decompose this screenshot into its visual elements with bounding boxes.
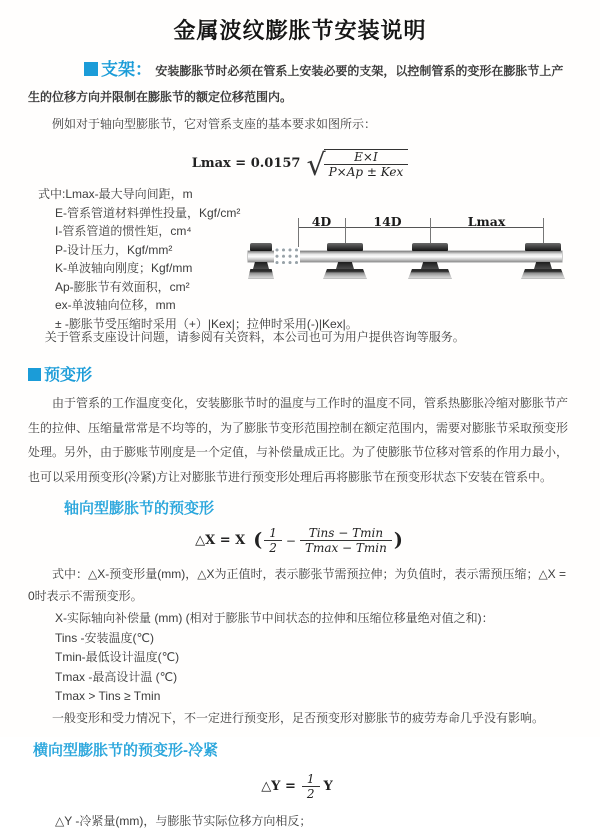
support-neck xyxy=(534,262,552,269)
lateral-note-line: △Y -冷紧量(mm)，与膨胀节实际位移方向相反； xyxy=(55,813,312,828)
support-example-line: 例如对于轴向型膨胀节，它对管系支座的基本要求如图所示： xyxy=(52,117,377,131)
axial-predeform-formula xyxy=(0,526,600,555)
support-clamp xyxy=(327,243,363,251)
support-note-line: 关于管系支座设计问题，请参阅有关资料，本公司也可为用户提供咨询等服务。 xyxy=(44,330,465,344)
formula3-lhs: △Y = xyxy=(261,778,296,794)
bellows-expansion-joint xyxy=(274,247,300,266)
definition-line: 式中:Lmax-最大导向间距，m xyxy=(38,187,193,201)
formula1-denominator: P×Ap ± Kex xyxy=(324,164,409,179)
definition-line: Ap-膨胀节有效面积，cm² xyxy=(55,279,190,294)
axial-variable-lines xyxy=(55,609,600,707)
pipe-guide-support xyxy=(323,243,367,283)
pipe-support-diagram xyxy=(248,215,593,310)
formula3-denominator: 2 xyxy=(302,786,320,801)
definition-line: E-管系管道材料弹性投量，Kgf/cm² xyxy=(55,205,241,220)
radical-sign: √ xyxy=(306,148,326,183)
variable-line: Tmax -最高设计温 (℃) xyxy=(55,669,178,684)
support-clamp xyxy=(250,243,272,251)
lateral-coldtight-formula xyxy=(0,772,600,801)
support-clamp xyxy=(525,243,561,251)
formula1-numerator: E×I xyxy=(354,150,378,164)
support-paragraph xyxy=(28,57,572,110)
formula2-rparen: ) xyxy=(393,529,403,551)
definition-line: ± -膨胀节受压缩时采用（+）|Kex|；拉伸时采用(-)|Kex|。 xyxy=(55,316,358,331)
definition-line: P-设计压力，Kgf/mm² xyxy=(55,242,173,257)
variable-line: X-实际轴向补偿量 (mm) (相对于膨胀节中间状态的拉伸和压缩位移量绝对值之和)： xyxy=(55,611,494,625)
half-numerator: 1 xyxy=(269,526,277,540)
pipe-anchor-support xyxy=(248,243,274,283)
formula2-lparen: ( xyxy=(253,529,263,551)
support-section-heading: 支架： xyxy=(101,60,152,79)
predeform-section-heading-row xyxy=(28,362,572,385)
pipe-guide-support xyxy=(408,243,452,283)
definition-line: ex-单波轴向位移，mm xyxy=(55,298,176,312)
temp-denominator: Tmax − Tmin xyxy=(300,540,392,555)
pipe-guide-support xyxy=(521,243,565,283)
guide-spacing-formula xyxy=(0,147,600,183)
support-neck xyxy=(421,262,439,269)
formula2-lhs: △X = X xyxy=(195,533,246,548)
formula2-temp-fraction xyxy=(300,526,392,555)
axial-note-line: 一般变形和受力情况下，不一定进行预变形，足否预变形对膨胀节的疲劳寿命几乎没有影响。 xyxy=(52,710,545,725)
support-base xyxy=(408,269,452,279)
formula2-half-fraction xyxy=(264,526,282,555)
support-base xyxy=(521,269,565,279)
support-clamp xyxy=(412,243,448,251)
support-neck xyxy=(253,262,269,269)
temp-numerator: Tins − Tmin xyxy=(308,526,384,540)
support-body-text: 安装膨胀节时必须在管系上安装必要的支架，以控制管系的变形在膨胀节上产生的位移方向并限制在膨胀节的额定位移范围内。 xyxy=(28,64,564,104)
page-title: 金属波纹膨胀节安装说明 xyxy=(173,18,427,43)
dim-label-14d: 14D xyxy=(373,214,402,229)
formula1-lhs: Lmax = 0.0157 xyxy=(191,155,301,171)
axial-explain-paragraph: 式中：△X-预变形量(mm)，△X为正值时，表示膨张节需预拉伸；为负值时，表示需预压缩；△X = 0时表示不需预变形。 xyxy=(28,567,567,603)
blue-square-icon xyxy=(84,62,98,76)
dim-label-lmax: Lmax xyxy=(467,214,506,229)
definition-line: I-管系管道的惯性矩，cm⁴ xyxy=(55,224,192,238)
variable-line: Tmin-最低设计温度(℃) xyxy=(55,650,180,664)
blue-square-icon xyxy=(28,368,41,381)
half-denominator: 2 xyxy=(264,540,282,555)
formula3-fraction xyxy=(302,772,320,801)
support-base xyxy=(248,269,274,279)
formula3-rhs: Y xyxy=(323,778,333,794)
minus-operator: − xyxy=(285,533,296,548)
predeform-body-paragraph: 由于管系的工作温度变化，安装膨胀节时的温度与工作时的温度不同，管系热膨胀冷缩对膨胀节产生的拉伸、压缩量常常是不均等的，为了膨胀节变形范围控制在额定范围内，需要对膨胀节采取预变形处理。另外，由于膨账节刚度是一个定值，与补偿量成正比。为了使膨胀节位移对管系的作用力最小，也可以采用预变形(冷紧)方让对膨胀节进行预变形处理后再将膨胀节在预变形状态下安装在管系中。 xyxy=(28,396,569,484)
axial-subheading: 轴向型膨胀节的预变形 xyxy=(64,500,215,517)
variable-line: Tmax > Tins ≥ Tmin xyxy=(55,689,161,703)
variable-line: Tins -安装温度(℃) xyxy=(55,630,155,645)
predeform-section-heading: 预变形 xyxy=(44,367,93,384)
formula3-numerator: 1 xyxy=(306,771,315,786)
support-neck xyxy=(336,262,354,269)
definition-line: K-单波轴向刚度；Kgf/mm xyxy=(55,261,193,275)
definitions-and-figure xyxy=(38,185,600,331)
dim-label-4d: 4D xyxy=(311,214,332,229)
support-base xyxy=(323,269,367,279)
formula1-fraction xyxy=(324,149,409,179)
dimension-line xyxy=(298,227,543,228)
lateral-subheading: 横向型膨胀节的预变形-冷紧 xyxy=(33,741,218,759)
